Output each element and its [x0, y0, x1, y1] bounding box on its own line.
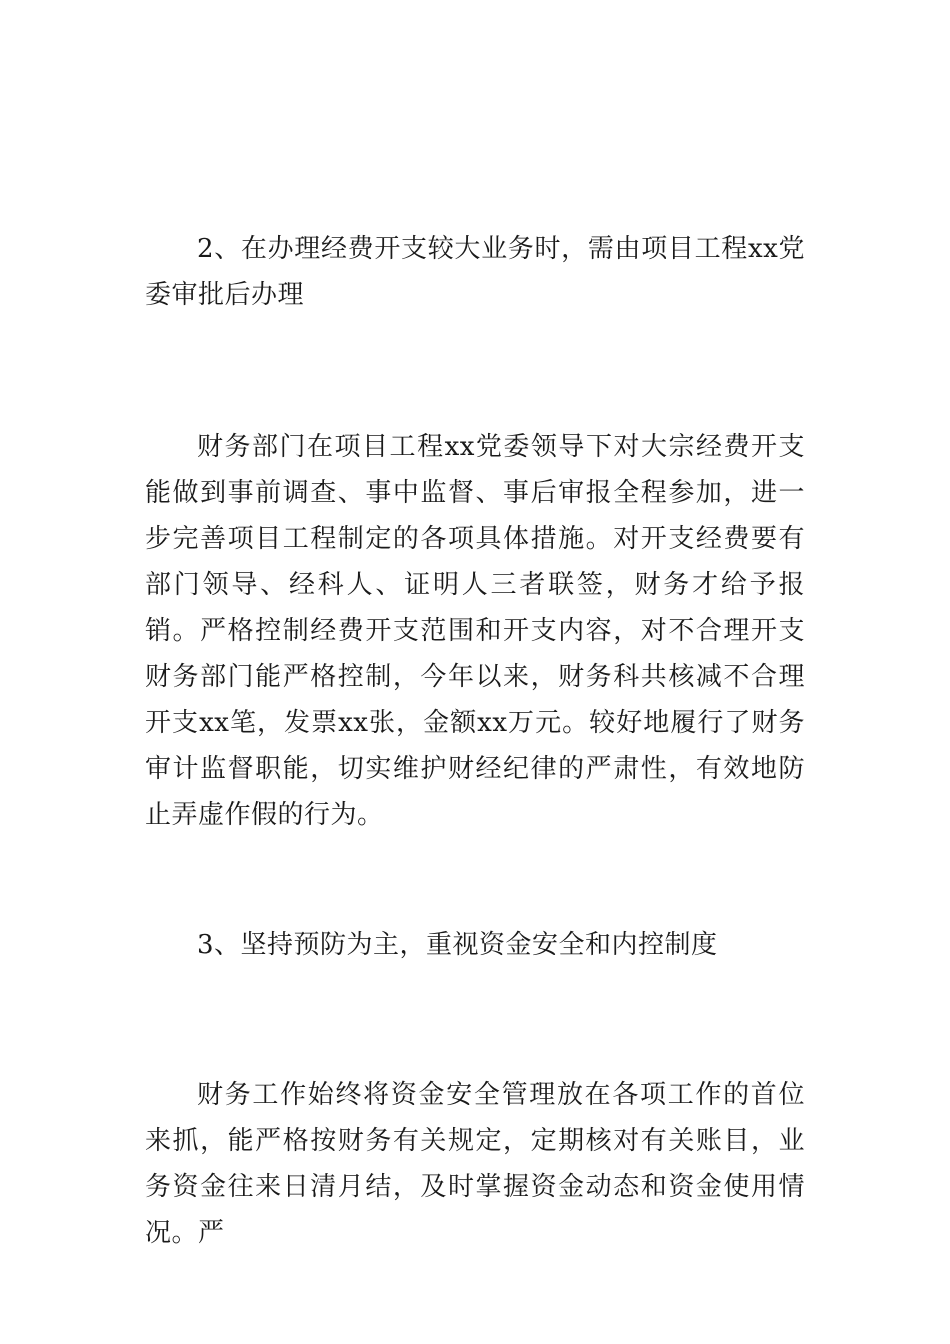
section-heading-2: 2、在办理经费开支较大业务时，需由项目工程xx党委审批后办理 [145, 234, 805, 310]
body-paragraph: 财务工作始终将资金安全管理放在各项工作的首位来抓，能严格按财务有关规定，定期核对有关账目，业务资金往来日清月结，及时掌握资金动态和资金使用情况。严 [145, 1080, 805, 1248]
body-paragraph: 财务部门在项目工程xx党委领导下对大宗经费开支能做到事前调查、事中监督、事后审报全程参加，进一步完善项目工程制定的各项具体措施。对开支经费要有部门领导、经科人、证明人三者联签，财务才给予报销。严格控制经费开支范围和开支内容，对不合理开支财务部门能严格控制，今年以来，财务科共核减不合理开支xx笔，发票xx张，金额xx万元。较好地履行了财务审计监督职能，切实维护财经纪律的严肃性，有效地防止弄虚作假的行为。 [145, 432, 805, 830]
section-heading-3: 3、坚持预防为主，重视资金安全和内控制度 [197, 930, 718, 960]
